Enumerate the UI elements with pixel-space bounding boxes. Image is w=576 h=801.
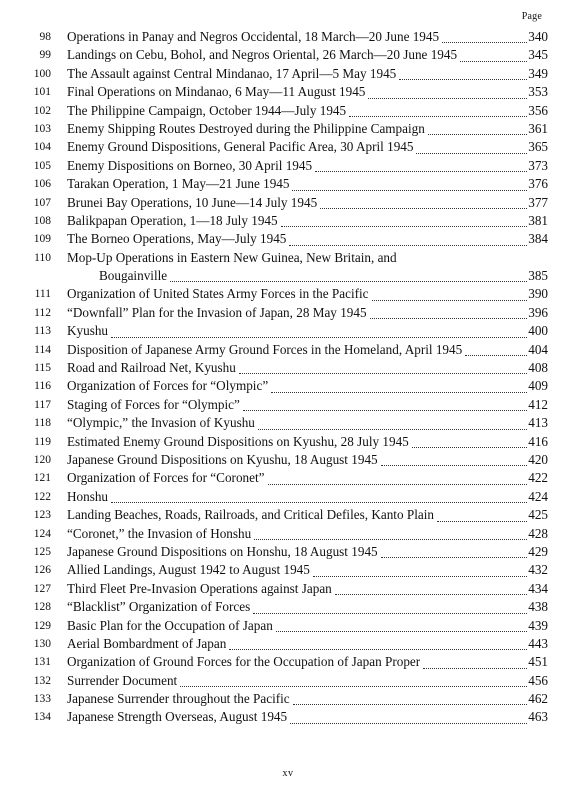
dot-leader <box>271 378 527 393</box>
entry-page-number: 384 <box>528 231 548 247</box>
entry-title: Operations in Panay and Negros Occidental, 18 March—20 June 1945 <box>67 29 440 44</box>
entry-number: 98 <box>39 31 51 43</box>
dot-leader <box>370 304 528 319</box>
entry-line <box>67 690 548 708</box>
entry-line <box>67 285 548 303</box>
dot-leader <box>258 415 527 430</box>
entry-number: 119 <box>34 435 51 448</box>
entry-line <box>67 433 548 451</box>
entry-line <box>67 157 548 175</box>
dot-leader <box>465 341 527 356</box>
dot-leader <box>437 507 527 522</box>
dot-leader <box>423 654 527 669</box>
entry-title: Japanese Ground Dispositions on Kyushu, 18 August 1945 <box>67 452 378 467</box>
entry-page-number: 425 <box>528 507 548 523</box>
toc-entry <box>0 506 576 524</box>
entry-page-number: 463 <box>528 709 548 725</box>
entry-line <box>67 543 548 561</box>
toc-entry <box>0 212 576 230</box>
entry-title: “Coronet,” the Invasion of Honshu <box>67 525 252 541</box>
entry-page-number: 412 <box>528 396 548 412</box>
entry-page-number: 361 <box>528 120 548 136</box>
entry-title: Basic Plan for the Occupation of Japan <box>67 617 273 633</box>
entry-number: 124 <box>33 527 51 540</box>
toc-entry <box>0 488 576 506</box>
entry-page-number: 373 <box>528 157 548 173</box>
entry-title: Enemy Dispositions on Borneo, 30 April 1945 <box>67 157 313 173</box>
entry-page-number: 422 <box>528 470 548 486</box>
toc-entry <box>0 617 576 635</box>
entry-line <box>67 138 548 156</box>
entry-page-number: 390 <box>528 286 548 302</box>
entry-title: The Philippine Campaign, October 1944—July 1945 <box>67 102 347 118</box>
toc-entry <box>0 46 576 64</box>
entry-title: Road and Railroad Net, Kyushu <box>67 360 236 376</box>
entry-page-number: 434 <box>528 580 548 596</box>
dot-leader <box>268 470 528 485</box>
dot-leader <box>412 433 527 448</box>
entry-title: Final Operations on Mindanao, 6 May—11 August 1945 <box>67 84 366 100</box>
entry-page-number: 377 <box>528 194 548 210</box>
toc-entry <box>0 708 576 726</box>
entry-page-number: 438 <box>528 599 548 615</box>
toc-entry <box>0 672 576 690</box>
entry-number: 120 <box>33 454 51 466</box>
entry-line <box>67 396 548 414</box>
entry-page-number: 340 <box>528 29 548 44</box>
toc-entry <box>0 83 576 101</box>
toc-entry <box>0 580 576 598</box>
entry-page-number: 385 <box>528 268 548 284</box>
dot-leader <box>170 267 527 282</box>
dot-leader <box>399 65 527 80</box>
entry-number: 110 <box>34 251 51 264</box>
entry-page-number: 381 <box>528 212 548 228</box>
entry-title: Organization of Forces for “Olympic” <box>67 378 269 394</box>
entry-number: 115 <box>34 362 51 375</box>
entry-number: 108 <box>33 214 51 227</box>
entry-title: Third Fleet Pre-Invasion Operations against Japan <box>67 580 332 596</box>
entry-number: 106 <box>33 178 51 191</box>
entry-line <box>67 102 548 120</box>
dot-leader <box>368 84 527 99</box>
entry-page-number: 409 <box>528 378 548 394</box>
entry-line <box>67 83 548 101</box>
entry-page-number: 456 <box>528 672 548 688</box>
dot-leader <box>229 635 527 650</box>
entry-title: Estimated Enemy Ground Dispositions on Kyushu, 28 July 1945 <box>67 433 409 449</box>
entry-title: Honshu <box>67 488 109 504</box>
entry-title: The Borneo Operations, May—July 1945 <box>67 231 287 247</box>
entry-number: 126 <box>33 564 51 577</box>
entry-number: 101 <box>33 86 51 99</box>
entry-page-number: 349 <box>528 65 548 81</box>
entry-line <box>67 451 548 469</box>
entry-number: 102 <box>33 104 51 117</box>
dot-leader <box>313 562 527 577</box>
toc-entry <box>0 469 576 487</box>
entry-line <box>67 249 548 267</box>
dot-leader <box>442 28 527 43</box>
entry-number: 111 <box>34 288 51 301</box>
entry-title: Aerial Bombardment of Japan <box>67 635 227 651</box>
dot-leader <box>254 525 527 540</box>
entry-number: 99 <box>39 49 51 62</box>
entry-number: 112 <box>34 306 51 319</box>
entry-title: Disposition of Japanese Army Ground Forces in the Homeland, April 1945 <box>67 341 463 357</box>
entry-number: 109 <box>33 233 51 246</box>
dot-leader <box>381 543 528 558</box>
entry-page-number: 443 <box>528 635 548 651</box>
entry-line <box>67 377 548 395</box>
entry-line <box>67 359 548 377</box>
entry-title: Landing Beaches, Roads, Railroads, and Critical Defiles, Kanto Plain <box>67 507 434 523</box>
toc-entry <box>0 249 576 286</box>
entry-page-number: 345 <box>528 47 548 63</box>
entry-line <box>67 28 548 46</box>
entry-page-number: 416 <box>528 433 548 449</box>
entry-title: “Blacklist” Organization of Forces <box>67 599 251 615</box>
entry-title: Enemy Shipping Routes Destroyed during the Philippine Campaign <box>67 120 425 136</box>
dot-leader <box>243 396 527 411</box>
page-folio: xv <box>282 768 294 779</box>
entry-page-number: 396 <box>528 304 548 320</box>
entry-line <box>67 617 548 635</box>
entry-title: The Assault against Central Mindanao, 17 April—5 May 1945 <box>67 65 397 81</box>
dot-leader <box>281 212 528 227</box>
toc-entry <box>0 690 576 708</box>
entry-line <box>99 267 548 285</box>
entry-title-continued: Bougainville <box>99 268 168 284</box>
entry-title: Surrender Document <box>67 672 178 688</box>
entry-page-number: 428 <box>528 525 548 541</box>
dot-leader <box>293 690 528 705</box>
entry-page-number: 356 <box>528 102 548 118</box>
entry-page-number: 424 <box>528 488 548 504</box>
entry-page-number: 451 <box>528 654 548 670</box>
entry-line <box>67 341 548 359</box>
entry-title: Landings on Cebu, Bohol, and Negros Oriental, 26 March—20 June 1945 <box>67 47 458 63</box>
entry-number: 113 <box>34 325 51 338</box>
entry-page-number: 462 <box>528 691 548 707</box>
entry-line <box>67 469 548 487</box>
toc-entry <box>0 653 576 671</box>
dot-leader <box>428 120 527 135</box>
dot-leader <box>239 359 527 374</box>
dot-leader <box>289 231 527 246</box>
entry-page-number: 439 <box>528 617 548 633</box>
entry-line <box>67 580 548 598</box>
entry-number: 133 <box>33 693 51 706</box>
toc-entry <box>0 304 576 322</box>
entry-line <box>67 194 548 212</box>
entry-line <box>67 635 548 653</box>
entry-line <box>67 65 548 83</box>
entry-line <box>67 653 548 671</box>
dot-leader <box>253 599 527 614</box>
toc-entry <box>0 433 576 451</box>
toc-entry <box>0 561 576 579</box>
entry-title: Enemy Ground Dispositions, General Pacific Area, 30 April 1945 <box>67 139 414 155</box>
toc-entry <box>0 285 576 303</box>
entry-line <box>67 230 548 248</box>
dot-leader <box>276 617 527 632</box>
dot-leader <box>292 176 527 191</box>
dot-leader <box>416 139 527 154</box>
entry-title: Japanese Strength Overseas, August 1945 <box>67 709 288 725</box>
entry-number: 128 <box>33 601 51 614</box>
entry-title: Tarakan Operation, 1 May—21 June 1945 <box>67 176 290 192</box>
toc-entry <box>0 525 576 543</box>
entry-page-number: 432 <box>528 562 548 578</box>
toc-entry <box>0 341 576 359</box>
toc-entry <box>0 598 576 616</box>
entry-title: “Downfall” Plan for the Invasion of Japan, 28 May 1945 <box>67 304 367 320</box>
entry-page-number: 420 <box>528 452 548 467</box>
entry-number: 123 <box>33 509 51 522</box>
entry-title: Organization of United States Army Forces in the Pacific <box>67 286 369 302</box>
entry-line <box>67 598 548 616</box>
dot-leader <box>315 157 527 172</box>
entry-line <box>67 414 548 432</box>
entry-line <box>67 322 548 340</box>
entry-title: Japanese Ground Dispositions on Honshu, 18 August 1945 <box>67 543 378 559</box>
entry-number: 131 <box>33 656 51 669</box>
toc-entry <box>0 414 576 432</box>
entry-line <box>67 708 548 726</box>
entry-number: 130 <box>33 637 51 650</box>
toc-entry <box>0 322 576 340</box>
toc-entry <box>0 175 576 193</box>
list-of-maps <box>0 28 576 727</box>
dot-leader <box>180 672 527 687</box>
entry-line <box>67 525 548 543</box>
entry-number: 105 <box>33 159 51 172</box>
entry-line <box>67 506 548 524</box>
entry-title: Mop-Up Operations in Eastern New Guinea, New Britain, and <box>67 249 397 265</box>
entry-number: 127 <box>33 582 51 595</box>
entry-page-number: 408 <box>528 360 548 376</box>
toc-entry <box>0 543 576 561</box>
toc-entry <box>0 120 576 138</box>
toc-entry <box>0 194 576 212</box>
entry-page-number: 400 <box>528 323 548 339</box>
entry-line <box>67 120 548 138</box>
entry-number: 125 <box>33 545 51 558</box>
toc-entry <box>0 230 576 248</box>
entry-number: 103 <box>33 122 51 135</box>
entry-number: 107 <box>33 196 51 209</box>
entry-line <box>67 304 548 322</box>
entry-number: 116 <box>34 380 51 393</box>
entry-number: 104 <box>33 141 51 154</box>
toc-entry <box>0 451 576 469</box>
entry-page-number: 404 <box>528 341 548 357</box>
dot-leader <box>111 488 527 503</box>
dot-leader <box>460 47 527 62</box>
page-column-label: Page <box>521 11 542 22</box>
entry-title: Japanese Surrender throughout the Pacific <box>67 691 290 707</box>
entry-number: 134 <box>33 711 51 724</box>
entry-line <box>67 561 548 579</box>
entry-title: Brunei Bay Operations, 10 June—14 July 1945 <box>67 194 318 210</box>
entry-page-number: 376 <box>528 176 548 192</box>
entry-line <box>67 672 548 690</box>
entry-title: “Olympic,” the Invasion of Kyushu <box>67 415 255 431</box>
entry-number: 114 <box>34 343 51 356</box>
entry-page-number: 365 <box>528 139 548 155</box>
entry-title: Organization of Forces for “Coronet” <box>67 470 265 486</box>
entry-line <box>67 212 548 230</box>
entry-number: 100 <box>33 67 51 80</box>
entry-line <box>67 46 548 64</box>
entry-number: 129 <box>33 619 51 632</box>
entry-line <box>67 175 548 193</box>
toc-entry <box>0 377 576 395</box>
toc-entry <box>0 65 576 83</box>
dot-leader <box>381 451 528 466</box>
entry-title: Kyushu <box>67 323 109 339</box>
entry-title: Balikpapan Operation, 1—18 July 1945 <box>67 212 278 228</box>
toc-entry <box>0 138 576 156</box>
entry-title: Organization of Ground Forces for the Occupation of Japan Proper <box>67 654 421 670</box>
entry-page-number: 429 <box>528 543 548 559</box>
dot-leader <box>290 709 527 724</box>
entry-number: 122 <box>33 490 51 503</box>
entry-number: 118 <box>34 417 51 430</box>
entry-page-number: 353 <box>528 84 548 100</box>
entry-page-number: 413 <box>528 415 548 431</box>
toc-entry <box>0 28 576 46</box>
entry-number: 121 <box>33 472 51 485</box>
entry-number: 132 <box>33 674 51 687</box>
entry-line <box>67 488 548 506</box>
dot-leader <box>349 102 527 117</box>
toc-entry <box>0 157 576 175</box>
toc-entry <box>0 396 576 414</box>
toc-entry <box>0 102 576 120</box>
entry-title: Allied Landings, August 1942 to August 1945 <box>67 562 310 578</box>
toc-entry <box>0 635 576 653</box>
toc-entry <box>0 359 576 377</box>
dot-leader <box>320 194 527 209</box>
dot-leader <box>111 323 527 338</box>
dot-leader <box>335 580 527 595</box>
dot-leader <box>372 286 528 301</box>
entry-title: Staging of Forces for “Olympic” <box>67 396 240 412</box>
entry-number: 117 <box>34 398 51 411</box>
